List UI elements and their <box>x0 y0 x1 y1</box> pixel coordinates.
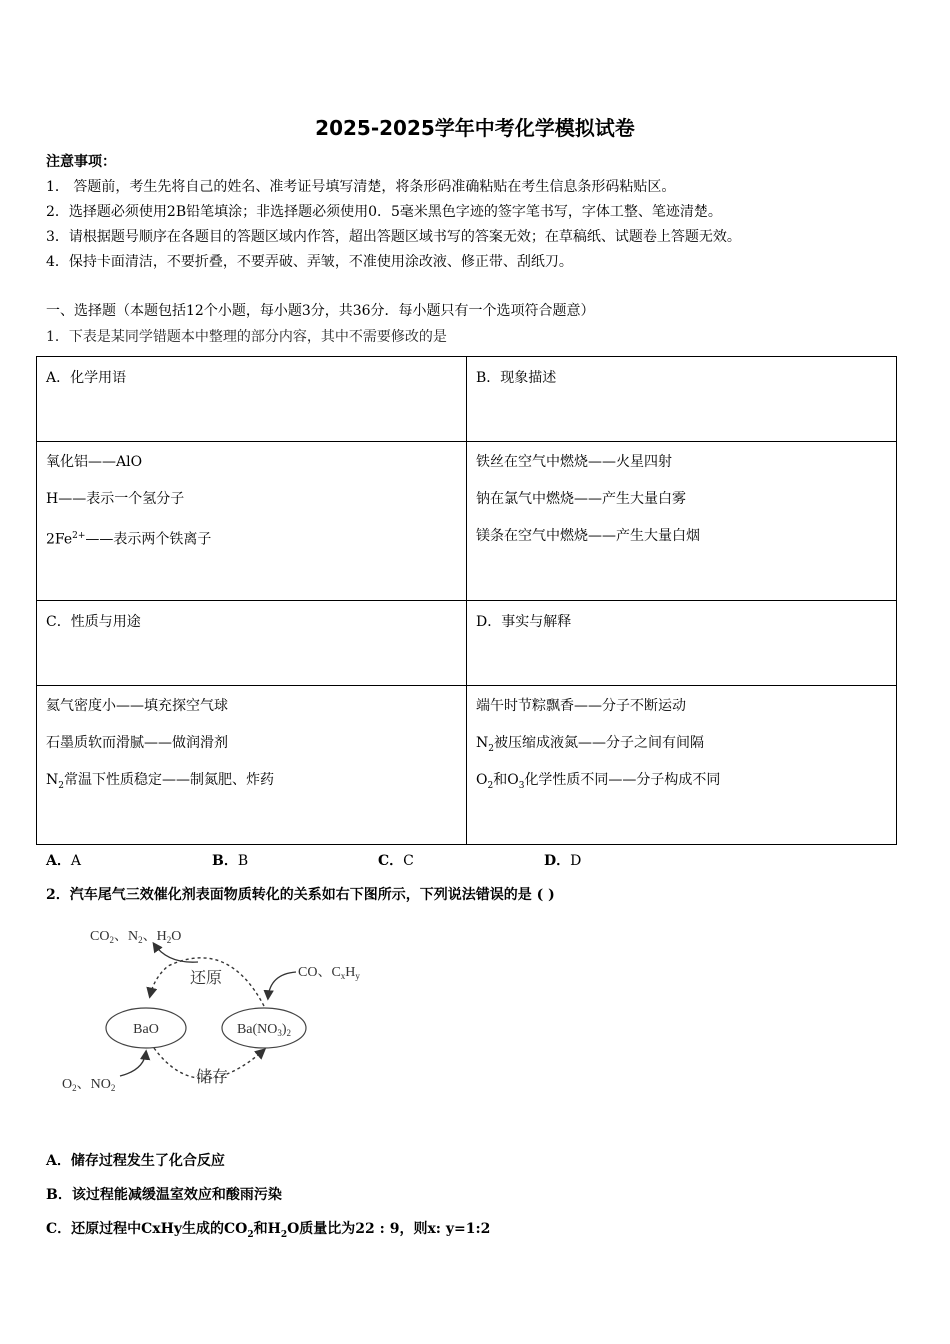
option-a[interactable]: A．储存过程发生了化合反应 <box>46 1153 225 1169</box>
notice-item: 2．选择题必须使用2B铅笔填涂；非选择题必须使用0．5毫米黑色字迹的签字笔书写，字体工整、笔迹清楚。 <box>46 204 722 220</box>
cell-a-head-text: A．化学用语 <box>46 370 127 386</box>
option-c-sub1: 2 <box>247 1229 254 1240</box>
cell-b-head-text: B．现象描述 <box>476 370 557 386</box>
a-line-3-sup: 2+ <box>72 531 86 541</box>
choice-d-value: D <box>570 853 582 869</box>
question-1-choices <box>46 850 710 870</box>
page-title: 2025-2025学年中考化学模拟试卷 <box>315 116 635 140</box>
option-c-sub2: 2 <box>280 1229 288 1240</box>
c-line-3-rest: 常温下性质稳定——制氮肥、炸药 <box>63 772 274 788</box>
cell-d-body <box>467 686 897 845</box>
question-1-table <box>36 356 897 845</box>
d-line-3-rest: 化学性质不同——分子构成不同 <box>524 772 721 788</box>
d-line-2-sub: 2 <box>488 743 494 754</box>
d-line-1: 端午时节粽飘香——分子不断运动 <box>476 698 686 714</box>
c-line-3-text: N <box>46 772 59 788</box>
option-c-text3: O质量比为22 : 9，则x: y=1:2 <box>287 1221 491 1237</box>
reactants-label: $O_2$、$NO_2$ <box>62 1077 116 1093</box>
products-arrow <box>154 944 198 962</box>
option-c[interactable] <box>46 1218 490 1252</box>
b-line-1: 铁丝在空气中燃烧——火星四射 <box>476 454 672 470</box>
notice-heading: 注意事项： <box>46 154 116 170</box>
b-line-2: 钠在氯气中燃烧——产生大量白雾 <box>476 491 686 507</box>
a-line-3-rest: ——表示两个铁离子 <box>85 531 212 548</box>
option-c-text: C．还原过程中CxHy生成的CO <box>46 1221 248 1237</box>
d-line-3-sub2: 3 <box>518 780 525 791</box>
cell-c-body <box>37 686 467 845</box>
choice-c-label: C． <box>378 853 404 869</box>
a-line-3-text: 2Fe <box>46 531 73 548</box>
notice-item: 3．请根据题号顺序在各题目的答题区域内作答，超出答题区域书写的答案无效；在草稿纸、试题卷上答题无效。 <box>46 229 741 245</box>
option-b[interactable]: B．该过程能减缓温室效应和酸雨污染 <box>46 1187 282 1203</box>
d-line-2 <box>476 733 887 770</box>
choice-a-label: A． <box>46 853 71 869</box>
option-c-text2: 和H <box>253 1221 281 1237</box>
a-line-1: 氧化铝——AlO <box>46 454 143 470</box>
c-line-3-sub: 2 <box>58 780 64 791</box>
c-line-3 <box>46 770 457 807</box>
notice-item: 4．保持卡面清洁，不要折叠，不要弄破、弄皱，不准使用涂改液、修正带、刮纸刀。 <box>46 254 573 270</box>
reduce-label: 还原 <box>190 970 223 987</box>
d-line-3 <box>476 770 887 807</box>
bao-label: BaO <box>133 1022 159 1037</box>
d-line-2-rest: 被压缩成液氮——分子之间有间隔 <box>493 735 704 751</box>
d-line-3-and: 和O <box>493 772 519 788</box>
products-label: $CO_2$、$N_2$、$H_2O$ <box>90 929 182 945</box>
choice-a-value: A <box>70 853 81 869</box>
c-line-1: 氦气密度小——填充探空气球 <box>46 698 228 714</box>
choice-c-value: C <box>403 853 414 869</box>
choice-b-label: B． <box>212 853 238 869</box>
notice-item: 1． 答题前，考生先将自己的姓名、准考证号填写清楚，将条形码准确粘贴在考生信息条形码粘贴区。 <box>46 179 676 195</box>
cell-a-body <box>37 442 467 601</box>
choice-c[interactable] <box>378 850 544 870</box>
d-line-2-text: N <box>476 735 489 751</box>
question-1-stem: 1．下表是某同学错题本中整理的部分内容，其中不需要修改的是 <box>46 329 447 345</box>
choice-d-label: D． <box>544 853 571 869</box>
reductants-arrow <box>268 972 296 998</box>
choice-d[interactable] <box>544 850 710 870</box>
catalyst-diagram <box>58 918 388 1098</box>
b-line-3: 镁条在空气中燃烧——产生大量白烟 <box>476 528 700 544</box>
choice-a[interactable] <box>46 850 212 870</box>
question-2-options <box>46 1150 490 1252</box>
cell-c-head <box>37 601 467 686</box>
cell-a-head <box>37 357 467 442</box>
choice-b[interactable] <box>212 850 378 870</box>
c-line-2: 石墨质软而滑腻——做润滑剂 <box>46 735 228 751</box>
notice-block <box>46 150 741 275</box>
cell-b-body <box>467 442 897 601</box>
store-label: 储存 <box>196 1069 229 1086</box>
ba-nitrate-label: $Ba(NO_3)_2$ <box>236 1022 292 1038</box>
cell-b-head <box>467 357 897 442</box>
cell-c-head-text: C．性质与用途 <box>46 614 141 630</box>
a-line-3 <box>46 526 457 563</box>
reactants-arrow <box>120 1052 146 1076</box>
d-line-3-sub1: 2 <box>487 780 494 791</box>
reductants-label: CO、$C_xH_y$ <box>298 965 360 981</box>
choice-b-value: B <box>237 853 249 869</box>
question-2-stem: 2．汽车尾气三效催化剂表面物质转化的关系如右下图所示，下列说法错误的是 ( ) <box>46 887 555 903</box>
section-heading: 一、选择题（本题包括12个小题，每小题3分，共36分．每小题只有一个选项符合题意） <box>46 303 595 319</box>
d-line-3-o: O <box>476 772 488 788</box>
a-line-2: H——表示一个氢分子 <box>46 491 185 507</box>
cell-d-head <box>467 601 897 686</box>
cell-d-head-text: D．事实与解释 <box>476 614 572 630</box>
